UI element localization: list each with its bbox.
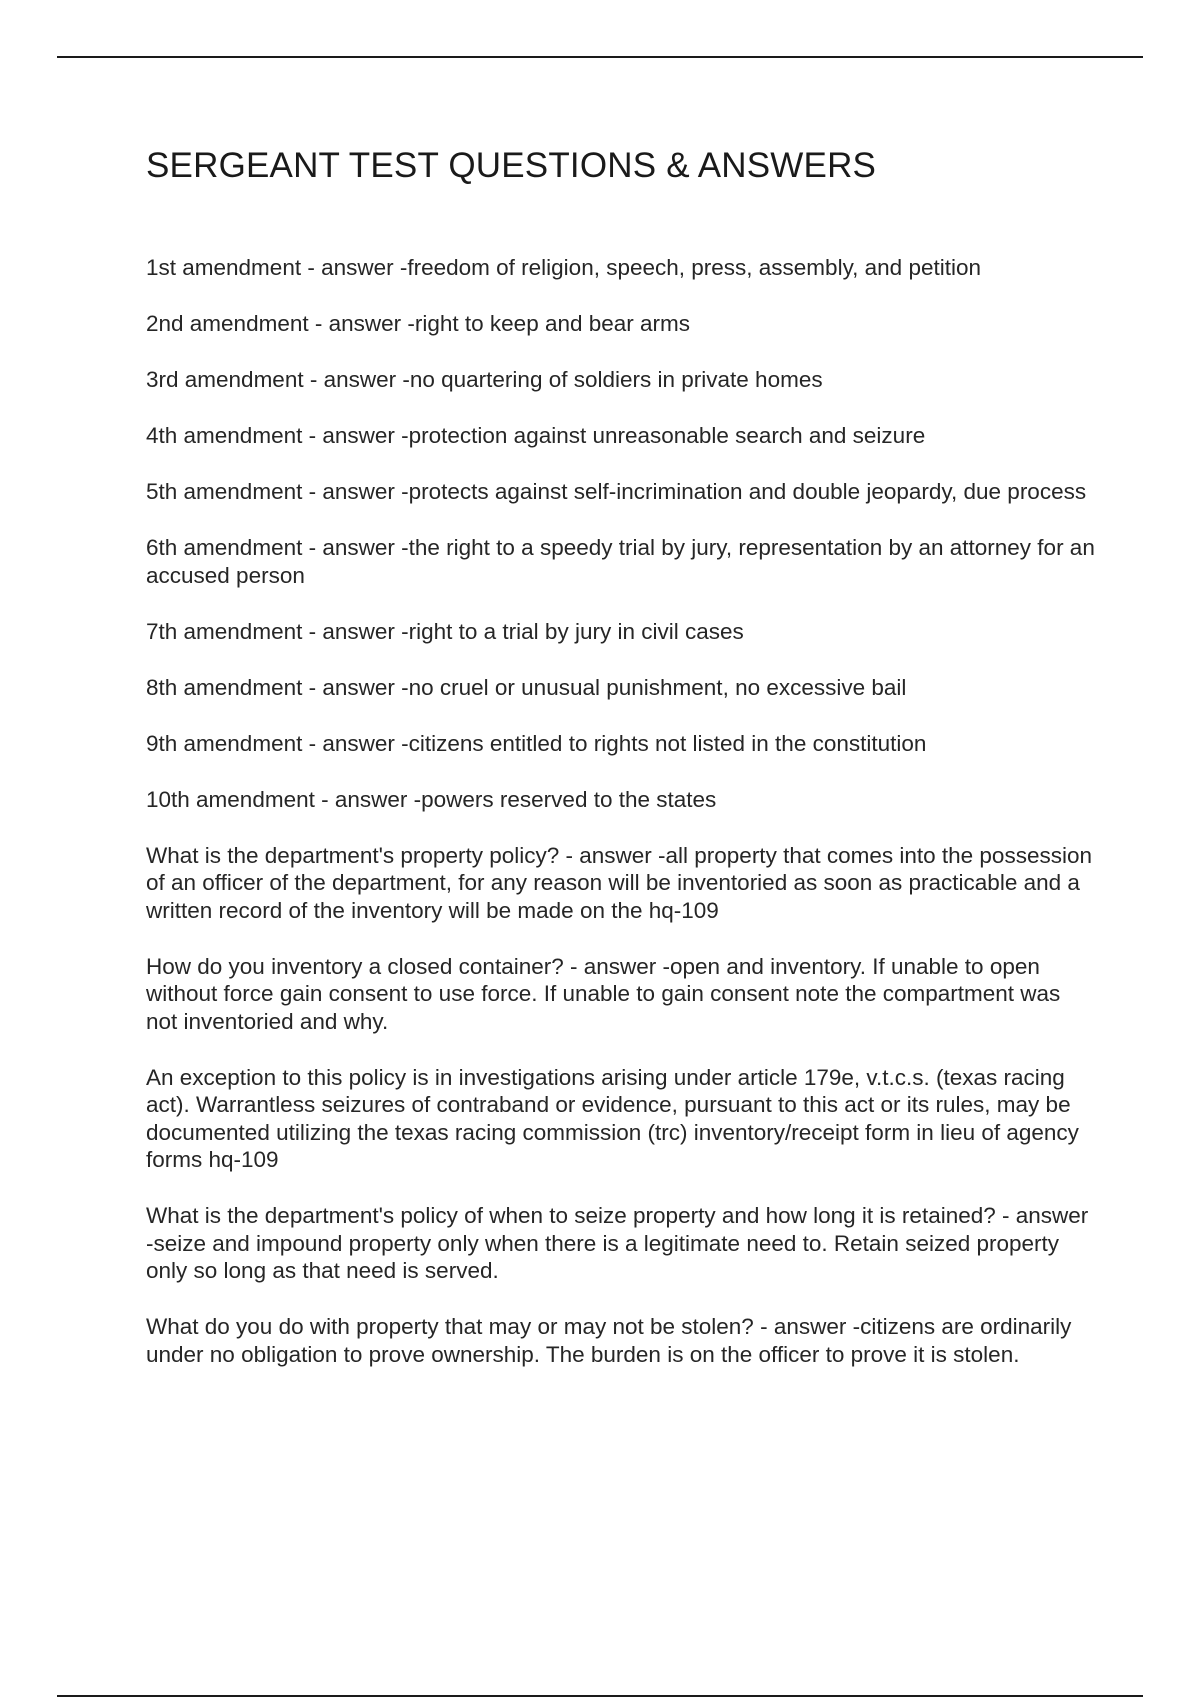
qa-item: 3rd amendment - answer -no quartering of soldiers in private homes	[146, 367, 823, 392]
qa-item: What do you do with property that may or may not be stolen? - answer -citizens are ordinarily under no obligation to prove ownership. The burden is on the officer to prove it is stolen.	[146, 1314, 1072, 1367]
qa-item: 2nd amendment - answer -right to keep and bear arms	[146, 311, 691, 336]
qa-item: 4th amendment - answer -protection against unreasonable search and seizure	[146, 423, 926, 448]
qa-item: 1st amendment - answer -freedom of religion, speech, press, assembly, and petition	[146, 255, 981, 280]
qa-item: 10th amendment - answer -powers reserved to the states	[146, 786, 717, 812]
qa-item: 8th amendment - answer -no cruel or unusual punishment, no excessive bail	[146, 674, 907, 700]
qa-item: How do you inventory a closed container? - answer -open and inventory. If unable to open without force gain consent to use force. If unable to gain consent note the compartment was not inventoried and why.	[146, 953, 1061, 1034]
bottom-rule	[57, 1695, 1143, 1697]
qa-item: 6th amendment - answer -the right to a speedy trial by jury, representation by an attorney for an accused person	[146, 535, 1095, 588]
page-title: SERGEANT TEST QUESTIONS & ANSWERS	[146, 146, 877, 185]
qa-item: What is the department's policy of when to seize property and how long it is retained? - answer -seize and impound property only when there is a legitimate need to. Retain seized property only so long as that need is served.	[146, 1203, 1089, 1283]
qa-item: 7th amendment - answer -right to a trial by jury in civil cases	[146, 618, 744, 644]
qa-list	[146, 254, 1096, 1368]
document-body	[146, 138, 1096, 1397]
top-rule	[57, 56, 1143, 58]
qa-item: 9th amendment - answer -citizens entitled to rights not listed in the constitution	[146, 730, 927, 756]
qa-item: 5th amendment - answer -protects against self-incrimination and double jeopardy, due process	[146, 479, 1087, 504]
qa-item: An exception to this policy is in investigations arising under article 179e, v.t.c.s. (texas racing act). Warrantless seizures of contraband or evidence, pursuant to this act or its rules, may be documented utilizing the texas racing commission (trc) inventory/receipt form in lieu of agency forms hq-109	[146, 1064, 1079, 1172]
qa-item: What is the department's property policy? - answer -all property that comes into the possession of an officer of the department, for any reason will be inventoried as soon as practicable and a written record of the inventory will be made on the hq-109	[146, 842, 1092, 923]
